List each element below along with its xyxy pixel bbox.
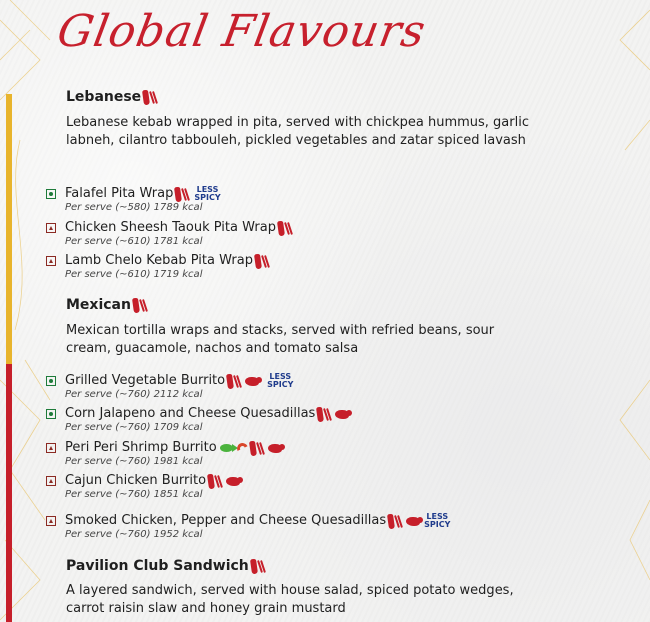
- section-description: Mexican tortilla wraps and stacks, served with refried beans, sour cream, guacamole, nachos and tomato salsa: [66, 323, 495, 356]
- item-name: Lamb Chelo Kebab Pita Wrap: [65, 253, 253, 268]
- item-calories: Per serve (~760) 1709 kcal: [65, 422, 203, 433]
- bean-icon: [406, 517, 420, 526]
- chili-icon: [395, 514, 403, 529]
- chili-icon: [285, 221, 293, 236]
- menu-item[interactable]: [46, 473, 240, 501]
- menu-item[interactable]: [46, 513, 450, 541]
- nonveg-icon: [46, 516, 56, 526]
- item-calories: Per serve (~610) 1781 kcal: [65, 236, 203, 247]
- section-title: Lebanese: [66, 88, 536, 106]
- item-calories: Per serve (~610) 1719 kcal: [65, 269, 203, 280]
- item-calories: Per serve (~760) 1981 kcal: [65, 456, 203, 467]
- nonveg-icon: [46, 223, 56, 233]
- chili-icon: [324, 407, 332, 422]
- page-title: Global Flavours: [53, 6, 430, 57]
- nonveg-icon: [46, 443, 56, 453]
- veg-icon: [46, 376, 56, 386]
- bean-icon: [226, 477, 240, 486]
- section-lebanese: [66, 88, 536, 150]
- chili-icon: [150, 90, 158, 105]
- item-calories: Per serve (~760) 2112 kcal: [65, 389, 203, 400]
- menu-item[interactable]: [46, 186, 221, 214]
- red-accent-bar: [6, 364, 12, 622]
- section-description: A layered sandwich, served with house salad, spiced potato wedges, carrot raisin slaw and honey grain mustard: [66, 583, 514, 616]
- menu-item[interactable]: [46, 440, 282, 468]
- chili-icon: [262, 254, 270, 269]
- gold-accent-bar: [6, 94, 12, 364]
- section-mexican: [66, 296, 536, 358]
- item-name: Corn Jalapeno and Cheese Quesadillas: [65, 406, 316, 421]
- item-name: Grilled Vegetable Burrito: [65, 373, 226, 388]
- chili-icon: [140, 298, 148, 313]
- chili-icon: [258, 559, 266, 574]
- bean-icon: [335, 410, 349, 419]
- veg-icon: [46, 409, 56, 419]
- bean-icon: [268, 444, 282, 453]
- item-name: Chicken Sheesh Taouk Pita Wrap: [65, 220, 276, 235]
- chili-icon: [234, 374, 242, 389]
- item-calories: Per serve (~760) 1952 kcal: [65, 529, 203, 540]
- chili-icon: [182, 187, 190, 202]
- section-title: Mexican: [66, 296, 536, 314]
- section-title: Pavilion Club Sandwich: [66, 557, 536, 575]
- fish-icon: [220, 444, 233, 452]
- item-name: Falafel Pita Wrap: [65, 186, 174, 201]
- item-name: Smoked Chicken, Pepper and Cheese Quesadillas: [65, 513, 387, 528]
- nonveg-icon: [46, 256, 56, 266]
- menu-item[interactable]: [46, 373, 293, 401]
- chili-icon: [215, 474, 223, 489]
- chili-icon: [257, 441, 265, 456]
- menu-item[interactable]: [46, 220, 293, 248]
- item-calories: Per serve (~760) 1851 kcal: [65, 489, 203, 500]
- item-name: Peri Peri Shrimp Burrito: [65, 440, 217, 455]
- menu-item[interactable]: [46, 406, 349, 434]
- bean-icon: [245, 377, 259, 386]
- veg-icon: [46, 189, 56, 199]
- section-pavilion-club-sandwich: [66, 557, 536, 618]
- section-description: Lebanese kebab wrapped in pita, served with chickpea hummus, garlic labneh, cilantro tabbouleh, pickled vegetables and zatar spiced lavash: [66, 115, 529, 148]
- nonveg-icon: [46, 476, 56, 486]
- decorative-line-art-right: [610, 0, 650, 622]
- less-spicy-badge: LESS SPICY: [424, 512, 451, 529]
- item-calories: Per serve (~580) 1789 kcal: [65, 202, 203, 213]
- less-spicy-badge: LESS SPICY: [194, 185, 221, 202]
- item-name: Cajun Chicken Burrito: [65, 473, 207, 488]
- less-spicy-badge: LESS SPICY: [267, 372, 294, 389]
- menu-item[interactable]: [46, 253, 270, 281]
